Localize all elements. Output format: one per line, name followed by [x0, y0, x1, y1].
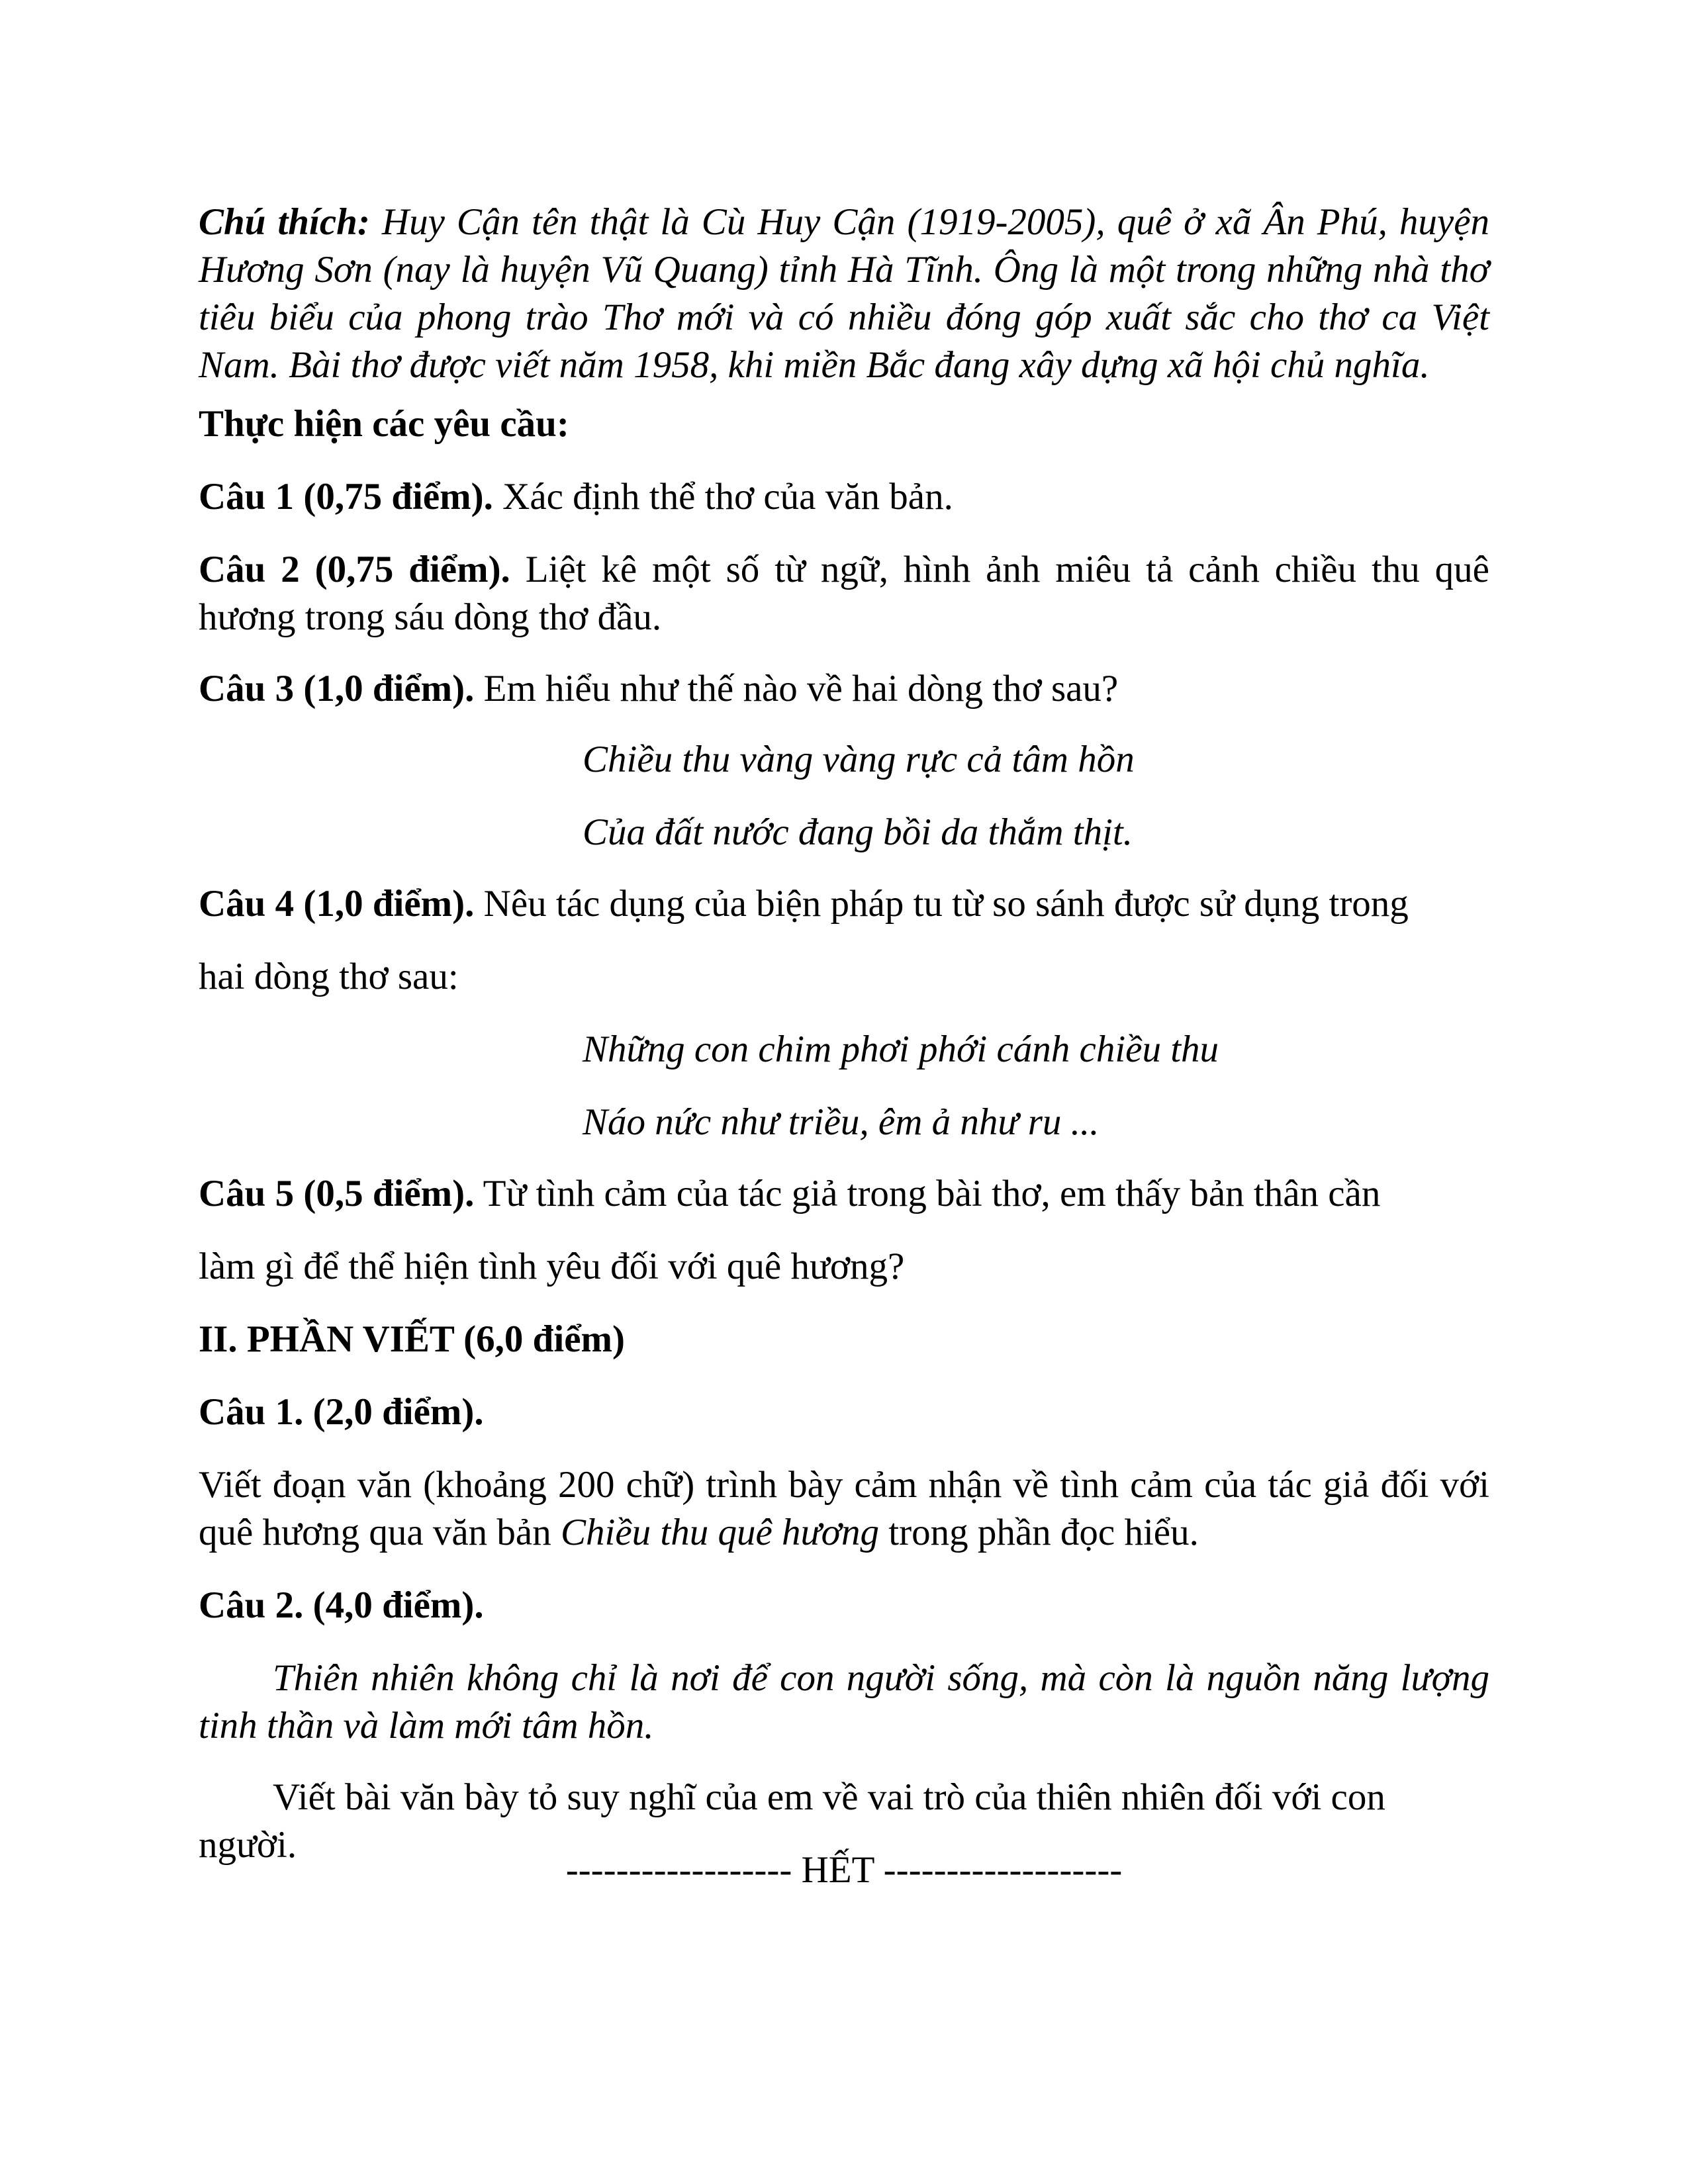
question-4-poem-line-2: Náo nức như triều, êm ả như ru ...: [583, 1101, 1100, 1143]
question-3-poem-line-1: Chiều thu vàng vàng rực cả tâm hồn: [583, 739, 1135, 780]
writing-question-1-text-a: Viết đoạn văn (khoảng 200 chữ) trình bày cảm nhận về tình cảm của tác giả đối với quê hương qua văn bản: [199, 1464, 1489, 1553]
poem-title: Chiều thu quê hương: [560, 1512, 880, 1553]
writing-question-2-quote: Thiên nhiên không chỉ là nơi để con người sống, mà còn là nguồn năng lượng tinh thần và làm mới tâm hồn.: [199, 1657, 1489, 1747]
question-5: [199, 1170, 1489, 1218]
question-5-continuation: làm gì để thể hiện tình yêu đối với quê hương?: [199, 1246, 905, 1287]
question-4-poem-line-1: Những con chim phơi phới cánh chiều thu: [583, 1028, 1219, 1070]
question-2-text: Liệt kê một số từ ngữ, hình ảnh miêu tả cảnh chiều thu quê hương trong sáu dòng thơ đầu.: [199, 549, 1489, 638]
note-label: Chú thích:: [199, 201, 370, 243]
part-2-heading: II. PHẦN VIẾT (6,0 điểm): [199, 1318, 625, 1360]
question-4: [199, 880, 1489, 928]
writing-question-1-text-b: trong phần đọc hiểu.: [879, 1512, 1199, 1553]
question-4-label: Câu 4 (1,0 điểm).: [199, 883, 475, 925]
question-4-continuation: hai dòng thơ sau:: [199, 956, 459, 997]
note-paragraph: [199, 199, 1489, 389]
end-mark: ------------------ HẾT -------------------: [565, 1849, 1123, 1891]
question-1: [199, 473, 1489, 521]
question-3-text: Em hiểu như thế nào về hai dòng thơ sau?: [474, 668, 1119, 709]
question-1-label: Câu 1 (0,75 điểm).: [199, 476, 493, 518]
question-1-text: Xác định thể thơ của văn bản.: [492, 476, 953, 518]
question-5-label: Câu 5 (0,5 điểm).: [199, 1173, 475, 1214]
question-3-poem-line-2: Của đất nước đang bồi da thắm thịt.: [583, 811, 1133, 853]
question-2: [199, 546, 1489, 641]
writing-question-2-label: Câu 2. (4,0 điểm).: [199, 1584, 484, 1626]
question-5-text: Từ tình cảm của tác giả trong bài thơ, em thấy bản thân cần: [474, 1173, 1381, 1214]
note-text: Huy Cận tên thật là Cù Huy Cận (1919-2005), quê ở xã Ân Phú, huyện Hương Sơn (nay là huyện Vũ Quang) tỉnh Hà Tĩnh. Ông là một trong những nhà thơ tiêu biểu của phong trào Thơ mới và có nhiều đóng góp xuất sắc cho thơ ca Việt Nam. Bài thơ được viết năm 1958, khi miền Bắc đang xây dựng xã hội chủ nghĩa.: [199, 201, 1490, 386]
question-3-label: Câu 3 (1,0 điểm).: [199, 668, 475, 709]
writing-question-2-task: Viết bài văn bày tỏ suy nghĩ của em về vai trò của thiên nhiên đối với con người.: [199, 1776, 1385, 1866]
question-2-label: Câu 2 (0,75 điểm).: [199, 549, 510, 590]
question-4-text: Nêu tác dụng của biện pháp tu từ so sánh được sử dụng trong: [474, 883, 1409, 925]
writing-question-1-label: Câu 1. (2,0 điểm).: [199, 1391, 484, 1433]
writing-question-1-text: [199, 1461, 1489, 1557]
question-3: [199, 665, 1489, 713]
requirements-heading: Thực hiện các yêu cầu:: [199, 403, 569, 445]
